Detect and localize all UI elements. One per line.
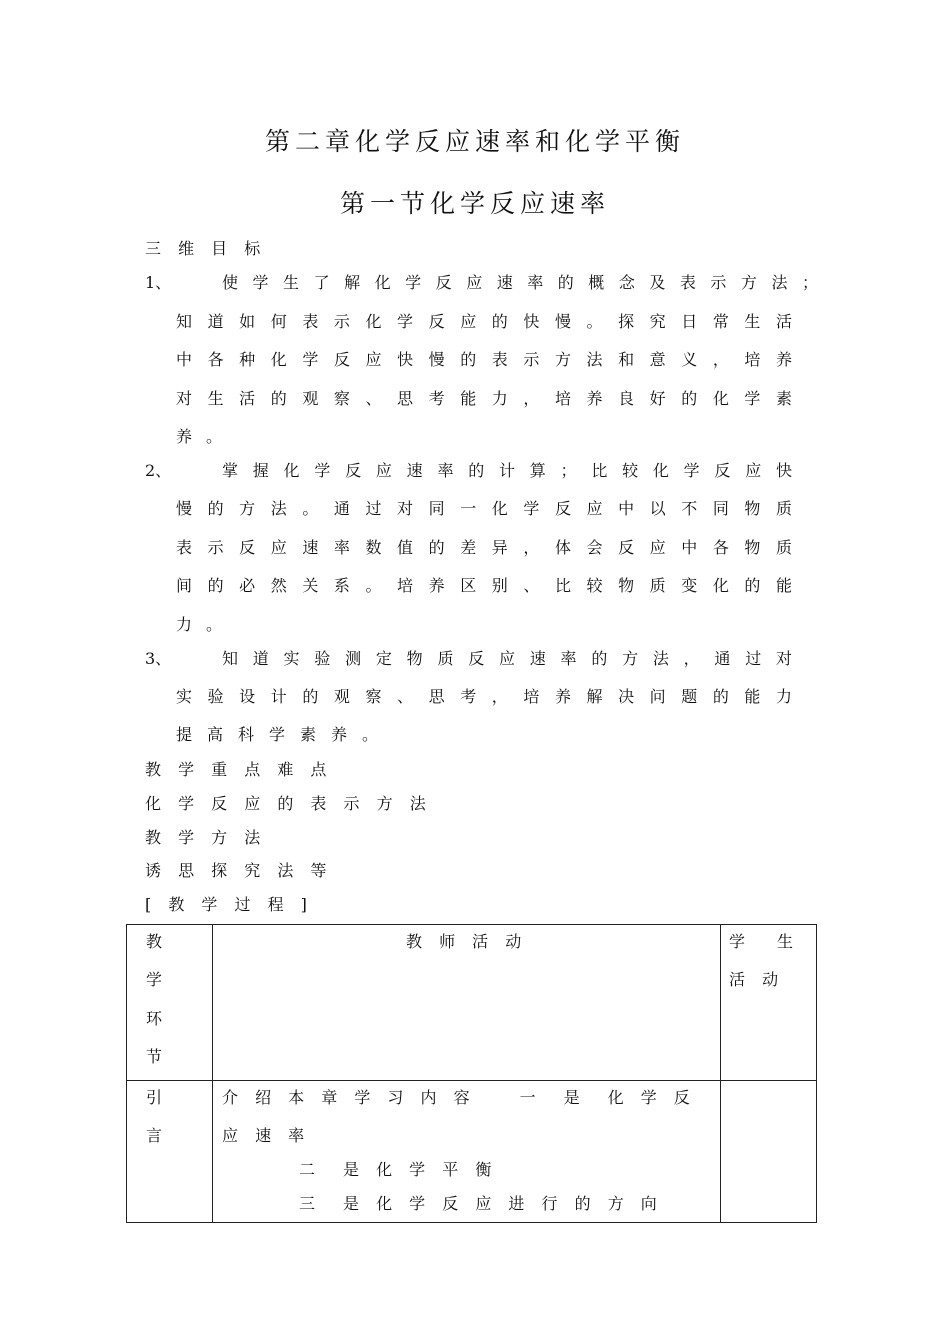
goal-3-line-2: 实验设计的观察、思考，培养解决问题的能力: [176, 687, 792, 706]
stage-header-char: 节: [146, 1047, 163, 1066]
teacher-line-2: 应 速 率: [222, 1126, 311, 1145]
goal-2-line-2: 慢的方法。通过对同一化学反应中以不同物质: [176, 499, 792, 518]
student-activity-cell: [721, 1081, 817, 1223]
goal-2-line-5: 力。: [176, 615, 237, 634]
stage-char: 言: [146, 1126, 163, 1145]
goal-1-line-3: 中各种化学反应快慢的表示方法和意义，培养: [176, 350, 792, 369]
goal-2-line-3: 表示反应速率数值的差异，体会反应中各物质: [176, 538, 792, 557]
teaching-process-table: [126, 924, 817, 1223]
table-row: [127, 1081, 817, 1223]
goal-2-line-4: 间的必然关系。培养区别、比较物质变化的能: [176, 576, 792, 595]
goal-2-number: 2、: [145, 461, 172, 480]
stage-cell: [127, 1081, 213, 1223]
method-heading: 教 学 方 法: [145, 828, 267, 847]
teacher-line-1: 介 绍 本 章 学 习 内 容 一 是 化 学 反: [222, 1088, 696, 1107]
key-points-heading: 教 学 重 点 难 点: [145, 760, 333, 779]
goal-1-line-4: 对生活的观察、思考能力，培养良好的化学素: [176, 389, 792, 408]
teacher-line-3: 二 是 化 学 平 衡: [299, 1160, 498, 1179]
goal-1-line-1: 使学生了解化学反应速率的概念及表示方法；: [222, 273, 818, 292]
student-header-line-1: 学 生: [729, 932, 794, 951]
teacher-activity-cell: [213, 1081, 721, 1223]
goal-3-line-1: 知道实验测定物质反应速率的方法，通过对: [222, 649, 792, 668]
key-points-content: 化 学 反 应 的 表 示 方 法: [145, 794, 432, 813]
goals-heading: 三 维 目 标: [145, 239, 267, 258]
method-content: 诱 思 探 究 法 等: [145, 861, 333, 880]
goal-3-number: 3、: [145, 649, 172, 668]
teacher-activity-header: 教 师 活 动: [406, 932, 528, 951]
table-header-row: [127, 925, 817, 1081]
teacher-line-4: 三 是 化 学 反 应 进 行 的 方 向: [299, 1194, 663, 1213]
student-header-cell: [721, 925, 817, 1081]
process-heading: [ 教 学 过 程 ]: [145, 895, 313, 914]
stage-header-char: 环: [146, 1009, 163, 1028]
section-title: 第一节化学反应速率: [339, 189, 610, 218]
stage-header-char: 学: [146, 970, 163, 989]
chapter-title: 第二章化学反应速率和化学平衡: [264, 127, 685, 156]
goal-1-line-2: 知道如何表示化学反应的快慢。探究日常生活: [176, 312, 792, 331]
goal-3-line-3: 提高科学素养。: [176, 725, 394, 744]
student-header-line-2: 活 动: [729, 970, 785, 989]
stage-header-cell: [127, 925, 213, 1081]
stage-header-char: 教: [146, 932, 163, 951]
teacher-header-cell: [213, 925, 721, 1081]
stage-char: 引: [146, 1088, 163, 1107]
goal-1-number: 1、: [145, 273, 172, 292]
goal-2-line-1: 掌握化学反应速率的计算；比较化学反应快: [222, 461, 792, 480]
goal-1-line-5: 养。: [176, 427, 237, 446]
